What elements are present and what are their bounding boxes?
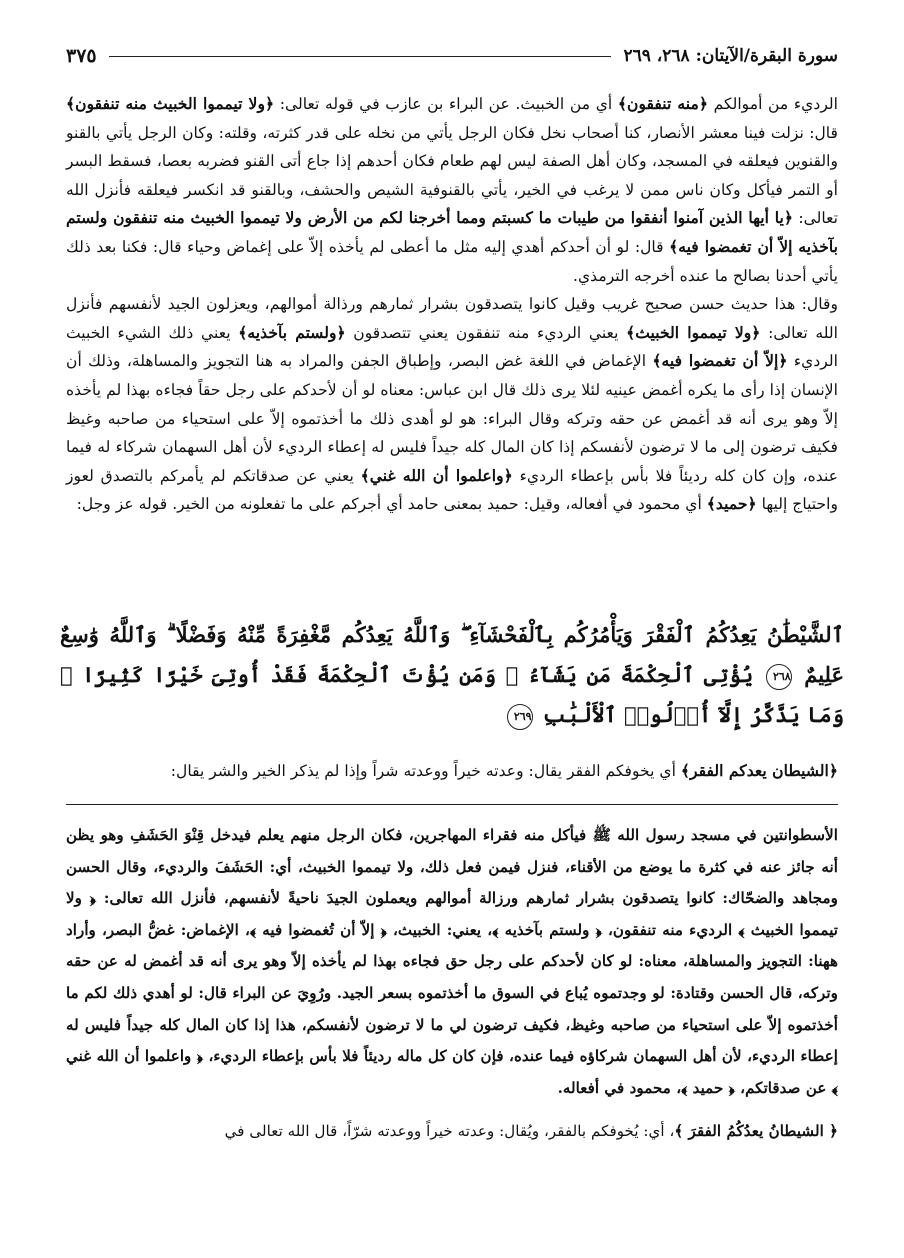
verse-number-269-mark: ٢٦٩ [507,704,533,730]
quran-quote: ﴿واعلموا أن الله غني﴾ [360,465,513,485]
verse-text-269: يُؤْتِى ٱلْحِكْمَةَ مَن يَشَآءُ ۚ وَمَن يُؤْتَ ٱلْحِكْمَةَ فَقَدْ أُوتِىَ خَيْرًا كَثِيرًا ۗ وَمَا يَذَّكَّرُ إِلَّآ أُو۟لُوا۟ ٱلْأَلْبَٰبِ [60,662,844,727]
verse-text-268: ٱلشَّيْطَٰنُ يَعِدُكُمُ ٱلْفَقْرَ وَيَأْمُرُكُم بِٱلْفَحْشَآءِ ۖ وَٱللَّهُ يَعِدُكُم مَّغْفِرَةً مِّنْهُ وَفَضْلًا ۗ وَٱللَّهُ وَٰسِعٌ عَلِيمٌ [60,622,845,687]
text-span: ، أي: يُخوفكم بالفقر، ويُقال: وعدته خيراً ووعدته شرّاً، قال الله تعالى في [224,1122,675,1141]
quran-quote: ﴿ولا تيمموا الخبيث﴾ [626,322,761,342]
quran-quote: ﴿إلاّ أن تغمضوا فيه﴾ [652,351,788,371]
header-rule [109,56,612,57]
text-span: قال: نزلت فينا معشر الأنصار، كنا أصحاب نخل فكان الرجل يأتي من نخله على قدر كثرته، وقلته: وكان الرجل يأتي بالقنو والقنوين فيعلقه في المسجد، وكان أهل الصفة ليس لهم طعام فكان أحدهم إذا جاع أتى القنو فضربه بعصا، فسقط البسر أو التمر فيأكل وكان ناس ممن لا يرغب في الخير، يأتي بالقنوفية الشيص والحشف، وبالقنو قد انكسر فيعلقه فأنزل الله تعالى: [66,123,839,228]
page-number: ٣٧٥ [66,45,97,67]
quran-quote: ﴿حميد﴾ [706,494,757,514]
footnote-text [66,820,838,1148]
quran-quote: ﴿منه تنفقون﴾ [617,94,708,113]
quran-quote: ﴿ الشيطانُ يعدُكُمُ الفقرَ ﴾ [674,1122,838,1141]
page-header [66,40,838,72]
quran-quote: ﴿ولستم بآخذيه﴾ [238,322,346,342]
text-span: الرديء من أموالكم [707,95,839,113]
commentary-after-verse [66,757,838,785]
text-span: أي يخوفكم الفقر يقال: وعدته خيراً ووعدته شراً وإذا لم يذكر الخير والشر يقال: [170,762,681,780]
text-span: قال: لو أن أحدكم أهدي إليه مثل ما أعطى لم يأخذه إلاّ على إغماض وحياء قال: فكنا بعد ذلك يأتي أحدنا بصالح ما عنده أخرجه الترمذي. [66,237,838,285]
text-span: الإغماض في اللغة غض البصر، وإطباق الجفن والمراد به هنا التجويز والمساهلة، وذلك أن الإنسان إذا رأى ما يكره أغمض عينيه لئلا يرى ذلك قال ابن عباس: معناه لو أن لأحدكم على رجل حقاً فجاءه بهذا لم يأخذه إلاّ وهو يرى أنه قد أغمض عن حقه وتركه وقال البراء: هو لو أهدى ذلك ما أخذتموه إلاّ على استحياء من صاحبه وغيظ فكيف ترضون إلى ما لا ترضون لأنفسكم إذا كان المال كله جيداً فليس له إعطاء الرديء لأن أهل السهمان شركاء له فيما عنده، وإن كان كله رديئاً فلا بأس بإعطاء الرديء [66,352,838,485]
quran-quote: ﴿ولا تيمموا الخبيث منه تنفقون﴾ [66,94,275,113]
text-span: أي من الخبيث. عن البراء بن عازب في قوله تعالى: [274,95,618,113]
text-span: أي محمود في أفعاله، وقيل: حميد بمعنى حامد أي أجركم على ما تفعلونه من الخير. قوله عز وجل: [76,495,707,514]
text-span: يعني عن صدقاتكم لم يأمركم بالتصدق لعوز واحتياج إليها [66,466,838,514]
commentary-paragraph-2 [66,290,838,519]
footnote-paragraph-2 [66,1116,838,1148]
quran-verse-block [60,615,844,735]
commentary-text [66,90,838,519]
verse-number-268-mark: ٢٦٨ [766,664,792,690]
commentary-paragraph-1 [66,90,838,290]
footnote-divider [66,804,838,805]
text-span: وقال: هذا حديث حسن صحيح غريب وقيل كانوا يتصدقون بشرار ثمارهم ورذالة أموالهم، ويعزلون الجيد لأنفسهم فأنزل الله تعالى: [66,295,838,342]
footnote-paragraph-1: الأسطوانتين في مسجد رسول الله ﷺ فيأكل منه فقراء المهاجرين، فكان الرجل منهم يعلم فيدخل قِنْوَ الحَشَفِ وهو يظن أنه جائز عنه في كثرة ما يوضع من الأقناء، فنزل فيمن فعل ذلك، ولا تيمموا الخبيث، أي: الحَشَفَ والرديء، وقال الحسن ومجاهد والضحّاك: كانوا يتصدقون بشرار ثمارهم ورزالة أموالهم ويعملون الجيدَ ناحيةً لأنفسهم، فأنزل الله تعالى: ﴿ ولا تيمموا الخبيث ﴾ الرديء منه تنفقون، ﴿ ولستم بآخذيه ﴾، يعني: الخبيث، ﴿ إلاّ أن تُغمضوا فيه ﴾، الإغماض: غضُّ البصر، وأراد ههنا: التجويز والمساهلة، معناه: لو كان لأحدكم على رجل حق فجاءه بهذا لم يأخذه إلاّ وهو يرى أنه قد أغمض له عن حقه وتركه، قال الحسن وقتادة: لو وجدتموه يُباع في السوق ما أخذتموه بسعر الجيد. ورُوِيَ عن البراء قال: لو أهدي ذلك لكم ما أخذتموه إلاّ على استحياء من صاحبه وغيظ، فكيف ترضون لي ما لا ترضون لأنفسكم، هذا إذا كان المال كله جيداً فليس له إعطاء الرديء، لأن أهل السهمان شركاؤه فيما عنده، فإن كان كل ماله رديئاً فلا بأس بإعطاء الرديء، ﴿ واعلموا أن الله غني ﴾ عن صدقاتكم، ﴿ حميد ﴾، محمود في أفعاله. [66,826,838,1097]
surah-title: سورة البقرة/الآيتان: ٢٦٨، ٢٦٩ [623,46,838,66]
text-span: يعني الرديء منه تنفقون يعني تتصدقون [345,323,627,342]
quran-quote: ﴿يا أيها الذين آمنوا أنفقوا من طيبات ما كسبتم ومما أخرجنا لكم من الأرض ولا تيمموا الخبيث منه تنفقون ولستم بآخذيه إلاّ أن تغمضوا فيه﴾ [66,208,838,256]
quran-quote: ﴿الشيطان يعدكم الفقر﴾ [680,761,838,780]
text-span: يعني ذلك الشيء الخبيث الرديء [66,323,838,371]
